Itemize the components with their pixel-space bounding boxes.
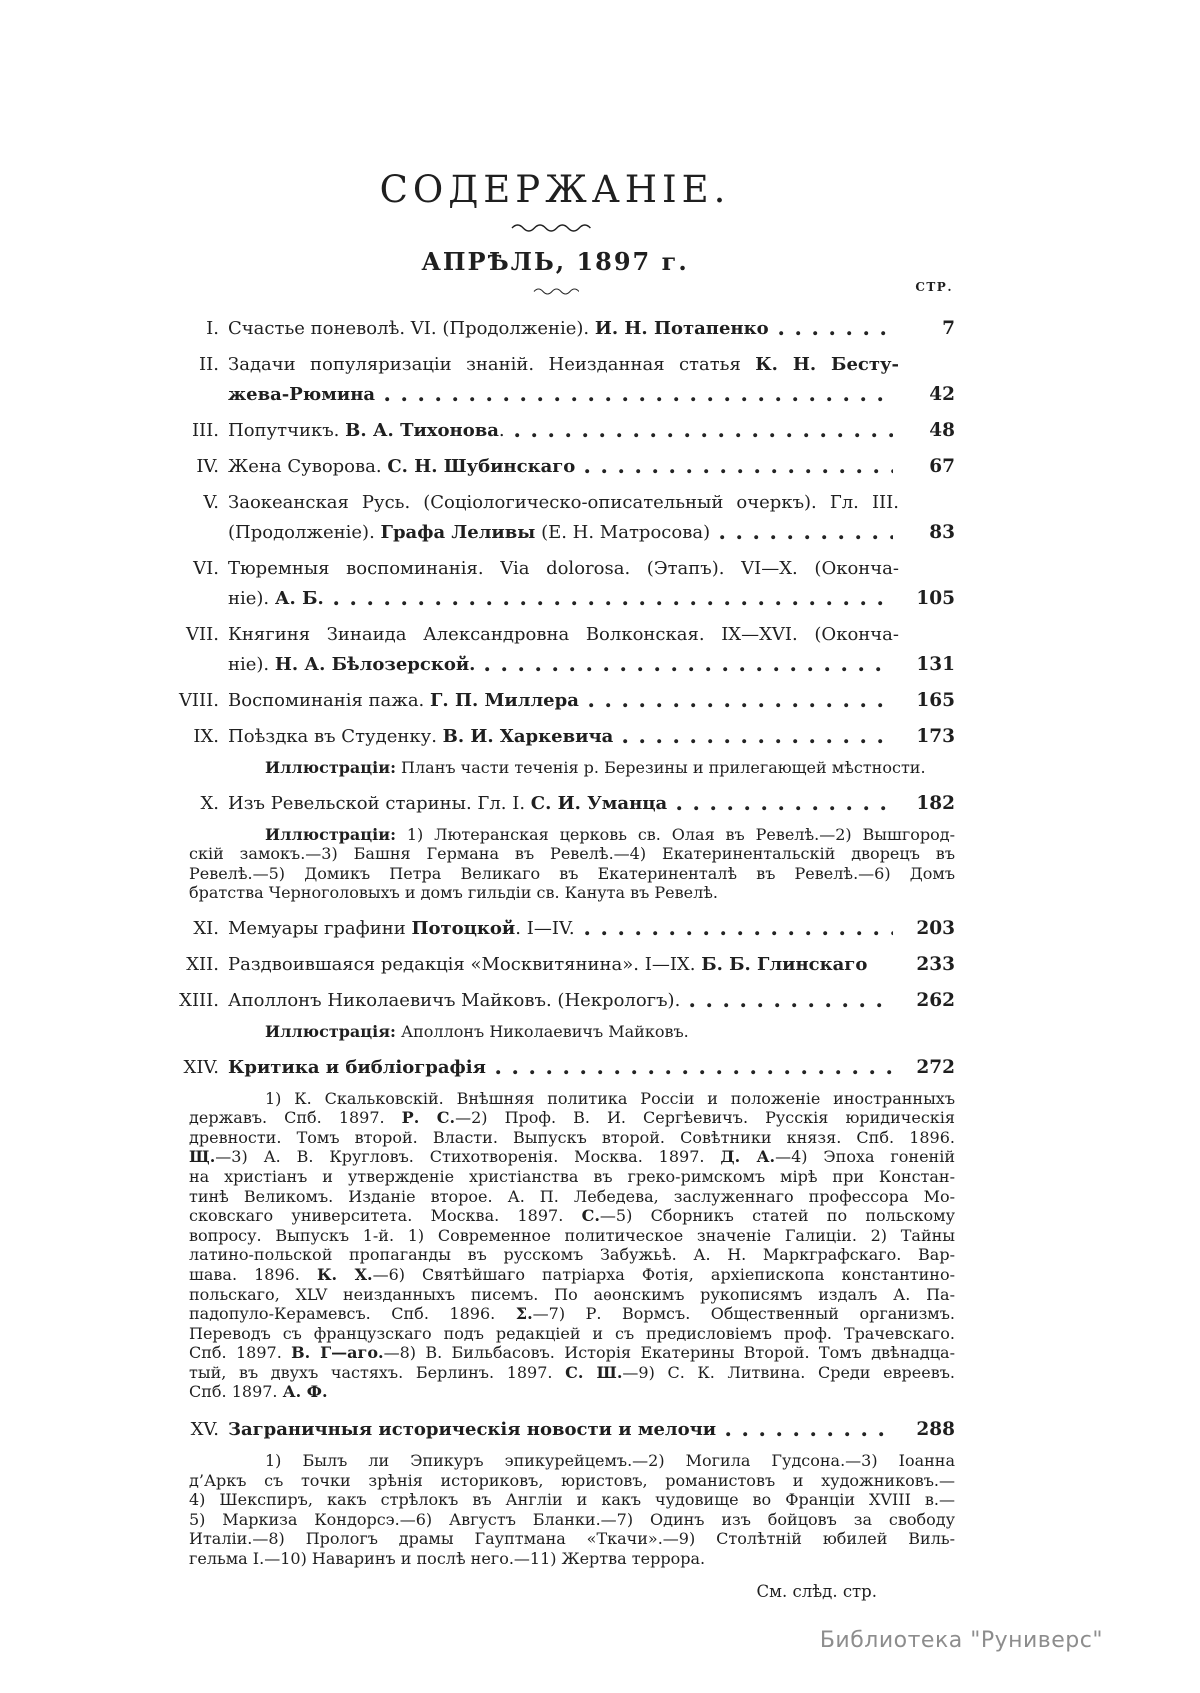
emphasis-text: Заграничныя историческія новости и мелочи [228, 1419, 717, 1441]
text: сковскаго университета. Москва. 1897. [189, 1206, 582, 1226]
text: Попутчикъ. [228, 420, 346, 441]
entry-number: III. [191, 420, 219, 441]
text: 1) Былъ ли Эпикуръ эпикурейцемъ.—2) Могила Гудсона.—3) Іоанна [265, 1451, 955, 1471]
dot-leader [375, 380, 899, 410]
toc-entry [155, 452, 955, 482]
emphasis-text: И. Н. Потапенко [594, 318, 769, 339]
see-next-page-note: См. слѣд. стр. [756, 1581, 877, 1601]
text: латино-польской пропаганды въ русскомъ Забужьѣ. А. Н. Маркграфскаго. Вар- [189, 1245, 955, 1265]
entry-page-number: 48 [929, 420, 955, 441]
entry-title [228, 914, 899, 944]
emphasis-text: К. Н. Бесту- [755, 354, 899, 375]
entry-number: VII. [186, 624, 219, 645]
entry-number: I. [206, 318, 219, 339]
note-line [189, 1245, 955, 1265]
text: Спб. 1897. [189, 1343, 292, 1363]
bibliography-detail [189, 1089, 955, 1403]
entry-title [228, 314, 899, 344]
text: польскаго, XLV неизданныхъ писемъ. По аѳонскимъ рукописямъ издалъ А. Па- [189, 1284, 955, 1304]
entry-line [228, 350, 899, 380]
note-line [189, 1529, 955, 1549]
note-line [189, 1510, 955, 1530]
emphasis-text: Р. С. [401, 1108, 456, 1128]
list-header [155, 280, 955, 314]
entry-line [228, 452, 899, 482]
entry-page-number: 262 [916, 989, 955, 1011]
entry-page-number: 83 [929, 522, 955, 543]
text: —9) С. К. Литвина. Среди евреевъ. [622, 1362, 956, 1382]
entry-page-number: 173 [916, 726, 955, 747]
text: Италіи.—8) Прологъ драмы Гауптмана «Ткачи».—9) Столѣтній юбилей Виль- [189, 1529, 955, 1549]
emphasis-text: С. И. Уманца [530, 792, 668, 814]
text: Счастье поневолѣ. VI. (Продолженіе). [228, 318, 595, 339]
entry-line-text [228, 914, 575, 944]
illustrations-note [189, 758, 955, 778]
entry-number: IV. [196, 456, 219, 477]
text: тинѣ Великомъ. Изданіе второе. А. П. Лебедева, заслуженнаго профессора Мо- [189, 1186, 955, 1206]
note-line [189, 1382, 955, 1402]
text: Поѣздка въ Студенку. [228, 726, 443, 747]
text: Мемуары графини [228, 917, 412, 939]
note-line [189, 1265, 955, 1285]
entry-page-number: 203 [916, 917, 955, 939]
dot-leader [575, 914, 899, 944]
dot-leader [575, 452, 899, 482]
entry-line-text [228, 950, 867, 980]
entry-page-number: 233 [916, 953, 955, 975]
emphasis-text: Потоцкой [411, 917, 516, 939]
text: —7) Р. Вормсъ. Общественный организмъ. [532, 1304, 956, 1324]
note-line [189, 1343, 955, 1363]
note-line [189, 1108, 955, 1128]
entry-title [228, 554, 899, 614]
entry-line [228, 789, 899, 819]
emphasis-text: жева-Рюмина [228, 384, 376, 405]
emphasis-text: Щ. [189, 1147, 216, 1167]
emphasis-text: Критика и библіографія [228, 1056, 486, 1078]
text: Планъ части теченія р. Березины и прилегающей мѣстности. [395, 758, 926, 777]
dot-leader [579, 686, 899, 716]
entry-line [228, 620, 899, 650]
illustrations-note [189, 1022, 955, 1042]
note-line [189, 1285, 955, 1305]
entry-line [228, 314, 899, 344]
entry-line [228, 1053, 899, 1083]
dot-leader [475, 650, 899, 680]
note-line [189, 1089, 955, 1109]
entry-page-number: 182 [916, 792, 955, 814]
entry-page-number: 42 [929, 384, 955, 405]
entry-page-number: 67 [929, 456, 955, 477]
page-title: СОДЕРЖАНІЕ. [379, 168, 731, 211]
text: древности. Томъ второй. Власти. Выпускъ второй. Совѣтники князя. Спб. 1896. [189, 1127, 955, 1147]
entry-line [228, 584, 899, 614]
entry-line-text [228, 722, 613, 752]
toc-entry [155, 722, 955, 752]
entry-number: II. [199, 354, 219, 375]
text: братства Черноголовыхъ и домъ гильдіи св. Канута въ Ревелѣ. [189, 883, 719, 903]
note-line [189, 1128, 955, 1148]
emphasis-text: В. А. Тихонова [345, 420, 499, 441]
note-line [189, 883, 955, 903]
note-line [189, 758, 955, 778]
issue-subtitle: АПРѢЛЬ, 1897 г. [421, 247, 689, 276]
emphasis-text: Иллюстраціи: [265, 758, 396, 777]
entry-title [228, 686, 899, 716]
page-content [155, 168, 955, 1601]
small-wavy-divider-icon [531, 286, 579, 296]
toc-entry [155, 350, 955, 410]
note-line [189, 825, 955, 845]
entry-title [228, 1053, 899, 1083]
entry-line [228, 1415, 899, 1445]
illustrations-note [189, 825, 955, 903]
entry-line [228, 554, 899, 584]
dot-leader [505, 416, 899, 446]
note-line [189, 1187, 955, 1207]
text: —5) Сборникъ статей по польскому [599, 1206, 955, 1226]
entry-title [228, 986, 899, 1016]
entry-number: XI. [193, 917, 219, 939]
note-line [189, 1549, 955, 1569]
emphasis-text: С. Ш. [565, 1362, 623, 1382]
bibliography-detail [189, 1451, 955, 1569]
entry-page-number: 288 [916, 1419, 955, 1441]
entry-number: XV. [190, 1419, 219, 1441]
entry-title [228, 620, 899, 680]
entry-line-text [228, 416, 505, 446]
dot-leader [486, 1053, 899, 1083]
text: 1) Лютеранская церковь св. Олая въ Ревелѣ.—2) Вышгород- [395, 824, 955, 844]
text: Тюремныя воспоминанія. Via dolorosa. (Этапъ). VI—X. (Оконча- [228, 558, 899, 579]
entry-title [228, 950, 899, 980]
toc-list [155, 314, 955, 1569]
dot-leader [716, 1415, 899, 1445]
text: скій замокъ.—3) Башня Германа въ Ревелѣ.—4) Екатеринентальскій дворецъ въ [189, 844, 955, 864]
toc-entry [155, 1415, 955, 1445]
emphasis-text: Н. А. Бѣлозерской. [274, 654, 476, 675]
page-column-header: СТР. [915, 280, 953, 294]
entry-line [228, 950, 899, 980]
emphasis-text: Д. А. [720, 1147, 776, 1167]
text: . [498, 420, 505, 441]
toc-entry [155, 620, 955, 680]
entry-number: VIII. [178, 690, 219, 711]
entry-title [228, 789, 899, 819]
emphasis-text: Иллюстраціи: [265, 824, 396, 844]
entry-line-text [228, 986, 680, 1016]
entry-line-text [228, 650, 475, 680]
dot-leader [324, 584, 899, 614]
text: (Продолженіе). [228, 522, 381, 543]
note-line [189, 1206, 955, 1226]
text: Княгиня Зинаида Александровна Волконская. IX—XVI. (Оконча- [228, 624, 899, 645]
text: тый, въ двухъ частяхъ. Берлинъ. 1897. [189, 1362, 566, 1382]
entry-number: XIV. [183, 1056, 219, 1078]
note-line [189, 1324, 955, 1344]
text: ніе). [228, 588, 275, 609]
note-line [189, 1147, 955, 1167]
entry-line-text [228, 584, 324, 614]
text: шава. 1896. [189, 1264, 317, 1284]
emphasis-text: Б. Б. Глинскаго [701, 953, 868, 975]
entry-line [228, 914, 899, 944]
entry-line-text [228, 1053, 486, 1083]
text: Аполлонъ Николаевичъ Майковъ. [395, 1021, 689, 1041]
entry-title [228, 416, 899, 446]
entry-line [228, 650, 899, 680]
toc-entry [155, 554, 955, 614]
entry-line [228, 380, 899, 410]
toc-entry [155, 950, 955, 980]
note-line [189, 844, 955, 864]
text: —2) Проф. В. И. Сергѣевичъ. Русскія юридическія [455, 1108, 956, 1128]
entry-title [228, 722, 899, 752]
text: на христіанъ и утвержденіе христіанства въ греко-римскомъ мірѣ при Констан- [189, 1166, 955, 1186]
text: (Е. Н. Матросова) [535, 522, 711, 543]
emphasis-text: А. Ф. [282, 1382, 328, 1402]
entry-line [228, 488, 899, 518]
text: 4) Шекспиръ, какъ стрѣлокъ въ Англіи и какъ чудовище во Франціи XVIII в.— [189, 1490, 955, 1510]
emphasis-text: К. Х. [316, 1264, 373, 1284]
entry-page-number: 272 [916, 1056, 955, 1078]
entry-number: VI. [193, 558, 219, 579]
entry-number: X. [200, 792, 219, 814]
emphasis-text: С. [581, 1206, 600, 1226]
entry-line [228, 686, 899, 716]
entry-line [228, 518, 899, 548]
entry-title [228, 488, 899, 548]
note-line [189, 864, 955, 884]
emphasis-text: В. И. Харкевича [442, 726, 614, 747]
entry-line [228, 722, 899, 752]
text: Жена Суворова. [228, 456, 388, 477]
emphasis-text: Графа Леливы [380, 522, 536, 543]
text: Аполлонъ Николаевичъ Майковъ. (Некрологъ). [228, 989, 681, 1011]
toc-entry [155, 416, 955, 446]
text: —8) В. Бильбасовъ. Исторія Екатерины Второй. Томъ двѣнадца- [383, 1343, 955, 1363]
text: Задачи популяризаціи знаній. Неизданная статья [228, 354, 756, 375]
entry-line [228, 986, 899, 1016]
text: 5) Маркиза Кондорсэ.—6) Августъ Бланки.—7) Одинъ изъ бойцовъ за свободу [189, 1509, 955, 1529]
toc-entry [155, 686, 955, 716]
emphasis-text: В. Г—аго. [291, 1343, 384, 1363]
emphasis-text: С. Н. Шубинскаго [387, 456, 576, 477]
emphasis-text: Иллюстрація: [265, 1021, 396, 1041]
entry-page-number: 131 [916, 654, 955, 675]
text: ніе). [228, 654, 275, 675]
emphasis-text: Г. П. Миллера [430, 690, 579, 711]
text: Переводъ съ французскаго подъ редакціей и съ предисловіемъ проф. Трачевскаго. [189, 1323, 955, 1343]
entry-title [228, 1415, 899, 1445]
text: Воспоминанія пажа. [228, 690, 430, 711]
entry-page-number: 165 [916, 690, 955, 711]
text: Заокеанская Русь. (Соціологическо-описательный очеркъ). Гл. III. [228, 492, 899, 513]
dot-leader [680, 986, 899, 1016]
text: Спб. 1897. [189, 1382, 283, 1402]
entry-line-text [228, 1415, 716, 1445]
text: падопуло-Керамевсъ. Спб. 1896. [189, 1304, 516, 1324]
toc-entry [155, 789, 955, 819]
text: —6) Святѣйшаго патріарха Фотія, архіепископа константино- [372, 1264, 955, 1284]
note-line [189, 1226, 955, 1246]
entry-title [228, 350, 899, 410]
text: вопросу. Выпускъ 1-й. 1) Современное политическое значеніе Галиціи. 2) Тайны [189, 1225, 955, 1245]
dot-leader [667, 789, 899, 819]
emphasis-text: А. Б. [274, 588, 324, 609]
text: . I—IV. [515, 917, 575, 939]
entry-line-text [228, 314, 769, 344]
text: Изъ Ревельской старины. Гл. I. [228, 792, 531, 814]
text: —3) А. В. Кругловъ. Стихотворенія. Москва. 1897. [215, 1147, 721, 1167]
dot-leader [613, 722, 899, 752]
note-line [189, 1471, 955, 1491]
note-line [189, 1363, 955, 1383]
entry-title [228, 452, 899, 482]
emphasis-text: Σ. [515, 1304, 533, 1324]
note-line [189, 1022, 955, 1042]
text: д’Аркъ съ точки зрѣнія историковъ, юристовъ, романистовъ и художниковъ.— [189, 1470, 955, 1490]
toc-entry [155, 1053, 955, 1083]
entry-line-text [228, 452, 575, 482]
entry-number: V. [203, 492, 219, 513]
entry-line-text [228, 686, 579, 716]
text: 1) К. Скальковскій. Внѣшняя политика Россіи и положеніе иностранныхъ [265, 1088, 955, 1108]
entry-page-number: 7 [942, 318, 955, 339]
wavy-divider-icon [509, 221, 601, 233]
note-line [189, 1451, 955, 1471]
entry-line-text [228, 380, 375, 410]
toc-entry [155, 986, 955, 1016]
entry-line [228, 416, 899, 446]
toc-entry [155, 314, 955, 344]
toc-entry [155, 914, 955, 944]
dot-leader [710, 518, 899, 548]
entry-number: IX. [193, 726, 219, 747]
note-line [189, 1490, 955, 1510]
text: —4) Эпоха гоненій [775, 1147, 955, 1167]
text: Раздвоившаяся редакція «Москвитянина». I—IX. [228, 953, 702, 975]
entry-number: XII. [186, 953, 219, 975]
note-line [189, 1167, 955, 1187]
text: державъ. Спб. 1897. [189, 1108, 402, 1128]
toc-entry [155, 488, 955, 548]
text: Ревелѣ.—5) Домикъ Петра Великаго въ Екатериненталѣ въ Ревелѣ.—6) Домъ [189, 863, 955, 883]
text: гельма I.—10) Наваринъ и послѣ него.—11) Жертва террора. [189, 1549, 706, 1569]
entry-line-text [228, 518, 710, 548]
note-line [189, 1304, 955, 1324]
library-watermark: Библиотека "Руниверс" [819, 1628, 1103, 1653]
dot-leader [769, 314, 899, 344]
entry-page-number: 105 [916, 588, 955, 609]
entry-number: XIII. [179, 989, 219, 1011]
entry-line-text [228, 789, 667, 819]
